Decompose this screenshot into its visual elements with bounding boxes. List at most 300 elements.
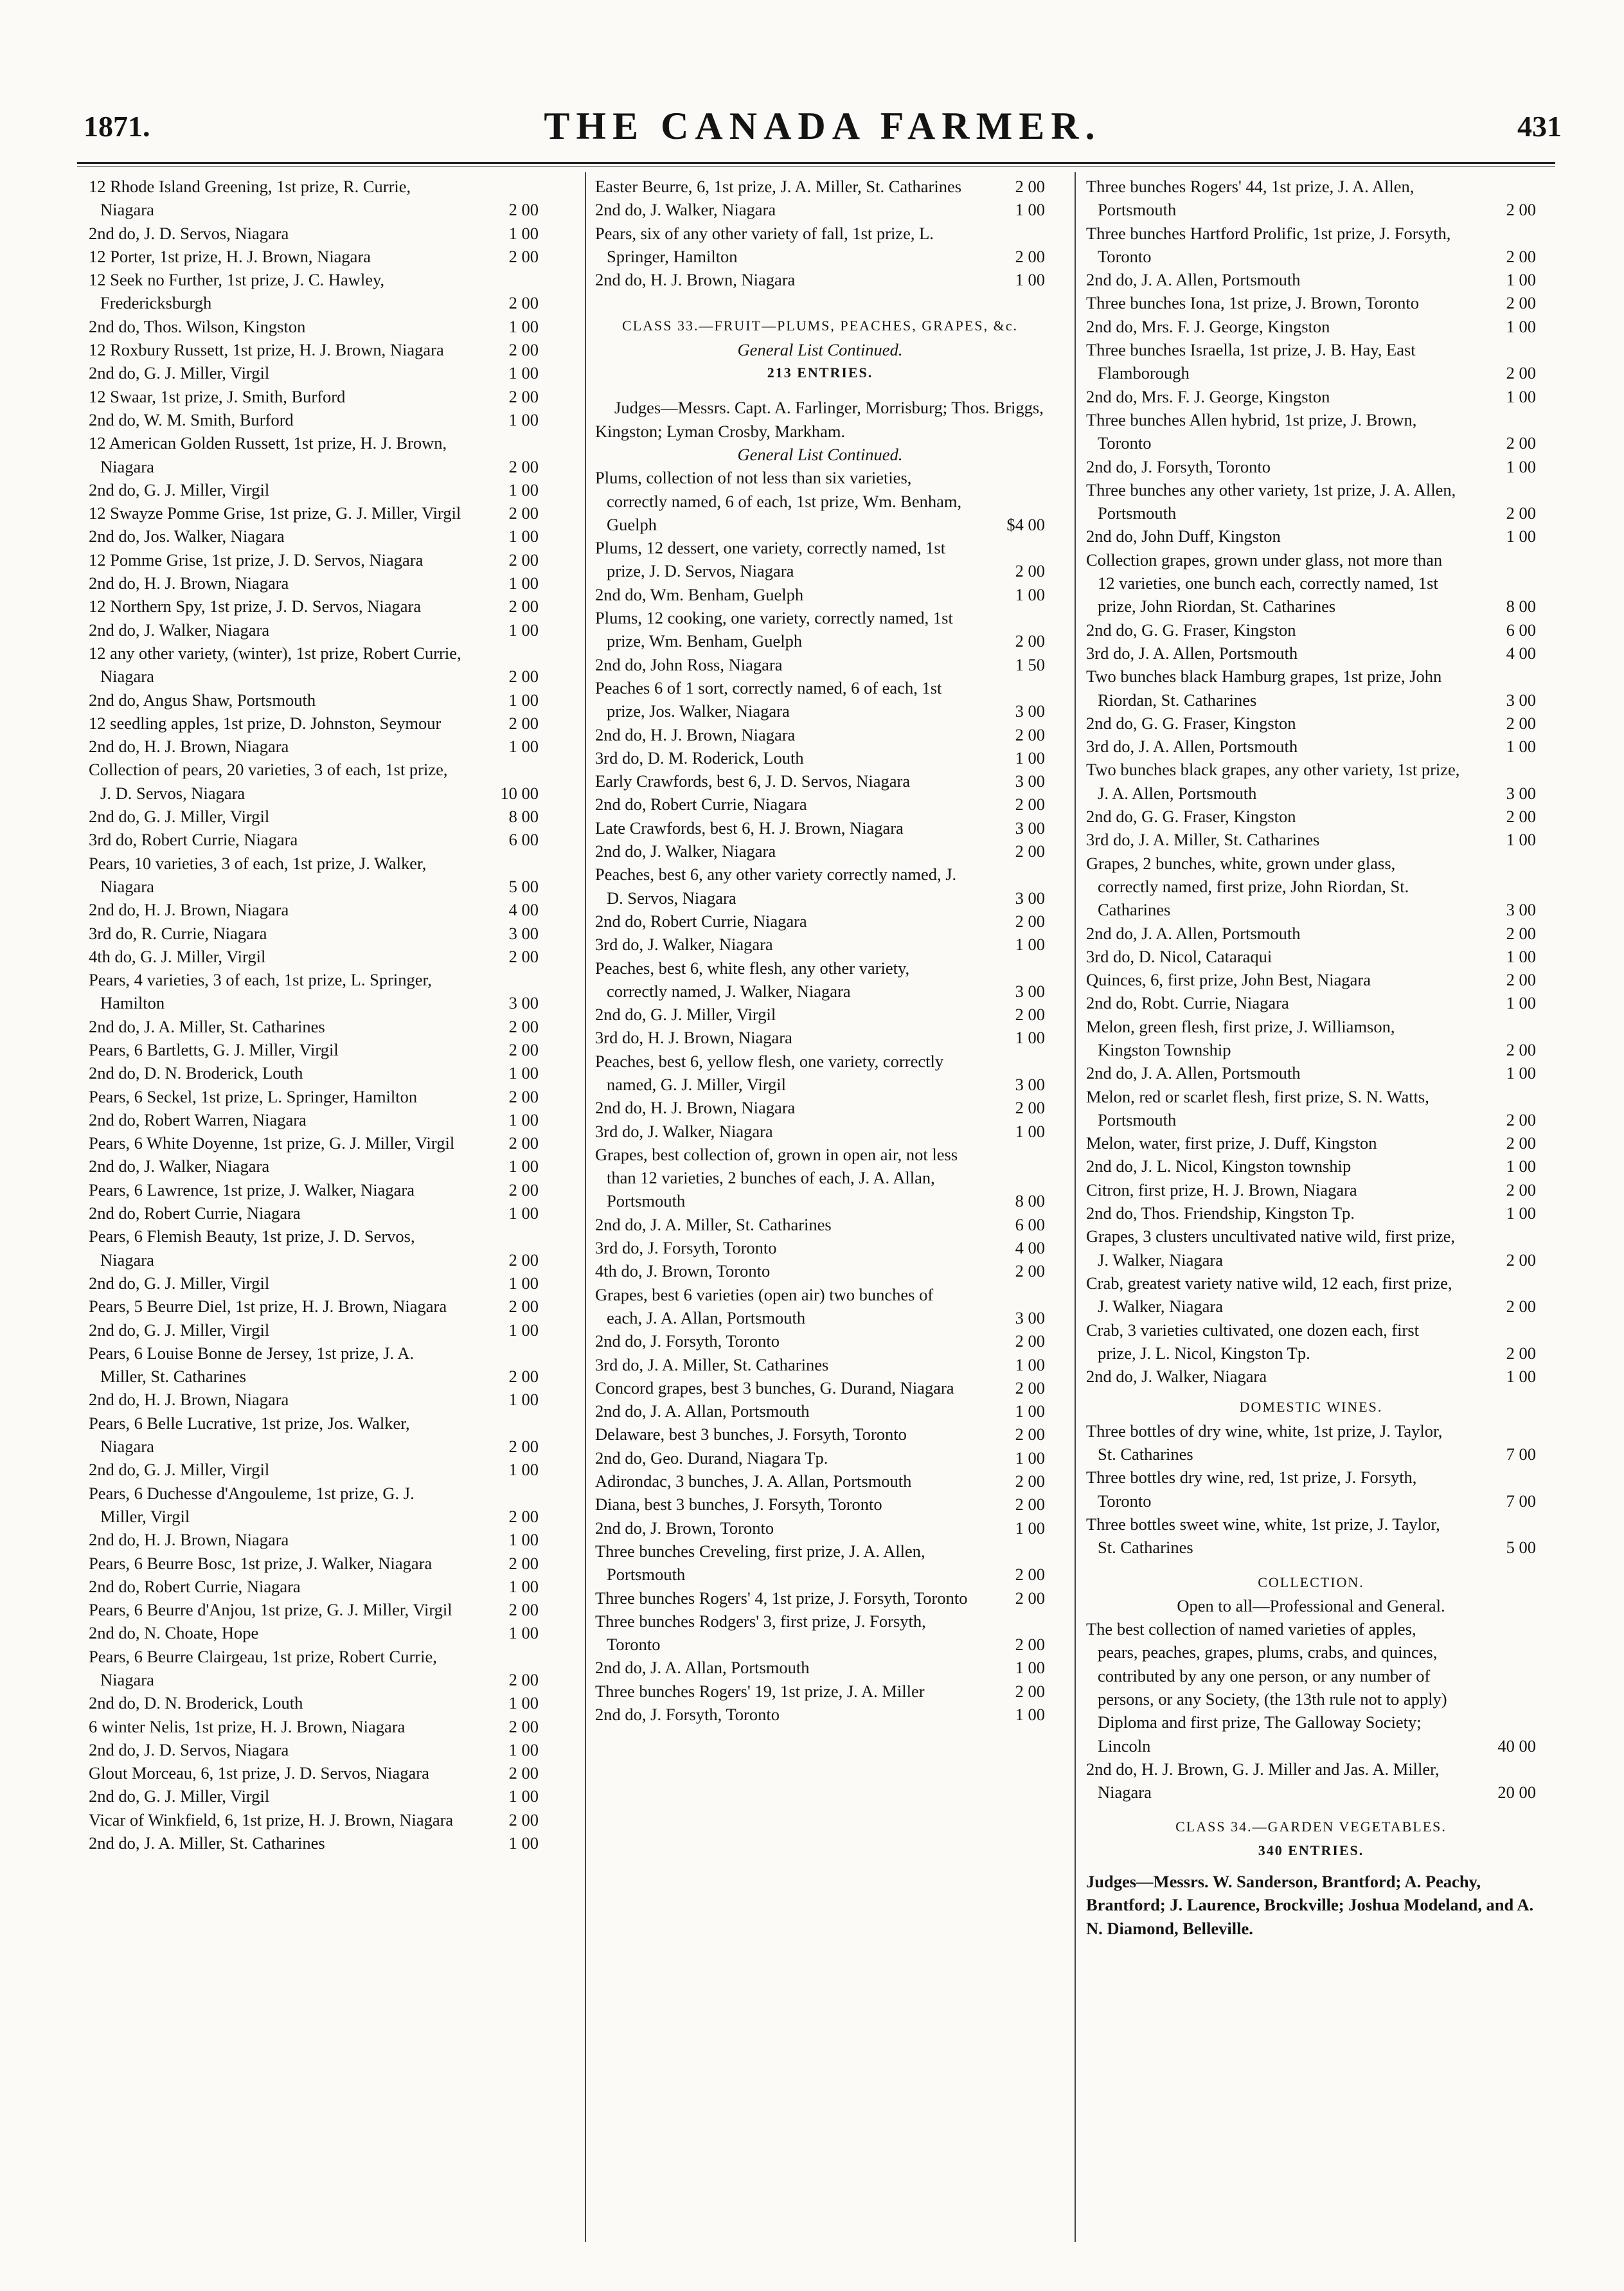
prize-entry — [89, 1295, 539, 1318]
prize-entry — [1086, 805, 1536, 828]
entry-text: 2nd do, G. J. Miller, Virgil — [89, 1273, 270, 1293]
prize-entry — [89, 712, 539, 735]
page-header — [84, 96, 1562, 161]
entry-text: Peaches, best 6, any other variety correctly named, J. D. Servos, Niagara — [595, 865, 957, 908]
prize-entry — [1086, 712, 1536, 735]
entry-text: 2nd do, D. N. Broderick, Louth — [89, 1693, 303, 1713]
entry-text: 2nd do, J. L. Nicol, Kingston township — [1086, 1156, 1352, 1176]
entry-amount: 2 00 — [1506, 1343, 1536, 1363]
prize-entry — [89, 222, 539, 245]
prize-entry — [595, 222, 1045, 269]
prize-entry — [1086, 478, 1536, 525]
entry-text: 2nd do, J. Walker, Niagara — [595, 841, 776, 861]
entry-text: Three bunches Rogers' 4, 1st prize, J. Forsyth, Toronto — [595, 1588, 968, 1608]
entry-amount: 1 50 — [1015, 654, 1045, 674]
entry-amount: 1 00 — [1506, 993, 1536, 1013]
prize-entry — [595, 653, 1045, 676]
entry-amount: 1 00 — [1015, 1028, 1045, 1048]
prize-entry — [1086, 1513, 1536, 1559]
entry-amount: 2 00 — [508, 503, 539, 523]
column-divider — [1075, 172, 1076, 2242]
entry-text: 12 Northern Spy, 1st prize, J. D. Servos, Niagara — [89, 597, 422, 616]
entry-text: 2nd do, H. J. Brown, Niagara — [595, 270, 796, 290]
prize-entry — [89, 922, 539, 945]
entry-amount: 2 00 — [1015, 246, 1045, 266]
entry-amount: 1 00 — [1015, 1401, 1045, 1421]
entry-text: 2nd do, Robert Currie, Niagara — [89, 1576, 301, 1596]
prize-entry — [1086, 525, 1536, 548]
prize-entry — [89, 1552, 539, 1575]
prize-entry — [89, 1108, 539, 1131]
entry-text: 3rd do, J. Walker, Niagara — [595, 1121, 773, 1141]
prize-entry — [595, 606, 1045, 653]
prize-entry — [1086, 852, 1536, 922]
prize-entry — [89, 1342, 539, 1388]
entry-text: 3rd do, J. A. Miller, St. Catharines — [1086, 830, 1320, 850]
entry-text: Glout Morceau, 6, 1st prize, J. D. Servos, Niagara — [89, 1763, 429, 1783]
entry-amount: 1 00 — [1506, 830, 1536, 850]
entry-text: 2nd do, H. J. Brown, Niagara — [89, 900, 289, 920]
prize-entry — [89, 1061, 539, 1084]
entry-text: Easter Beurre, 6, 1st prize, J. A. Miller, St. Catharines — [595, 177, 962, 196]
entry-text: 2nd do, G. J. Miller, Virgil — [89, 1460, 270, 1480]
entry-text: 2nd do, G. J. Miller, Virgil — [89, 1786, 270, 1806]
entry-amount: 1 00 — [508, 737, 539, 757]
entry-amount: 8 00 — [1506, 597, 1536, 616]
prize-entry — [595, 1236, 1045, 1259]
entry-amount: 1 00 — [508, 223, 539, 243]
entry-amount: 2 00 — [1506, 200, 1536, 220]
entry-text: Three bottles sweet wine, white, 1st prize, J. Taylor, St. Catharines — [1086, 1514, 1440, 1558]
entry-amount: 6 00 — [1506, 620, 1536, 640]
entry-amount: 3 00 — [508, 923, 539, 943]
domestic-wines-heading: DOMESTIC WINES. — [1239, 1399, 1383, 1415]
entry-text: Three bottles dry wine, red, 1st prize, J. Forsyth, Toronto — [1086, 1468, 1417, 1511]
prize-entry — [89, 1482, 539, 1529]
entry-text: Pears, 4 varieties, 3 of each, 1st prize, L. Springer, Hamilton — [89, 970, 432, 1013]
prize-entry — [595, 175, 1045, 198]
entry-text: Melon, water, first prize, J. Duff, Kingston — [1086, 1133, 1377, 1153]
prize-entry — [89, 525, 539, 548]
prize-entry — [89, 1318, 539, 1342]
entry-amount: 2 00 — [508, 340, 539, 360]
entry-amount: 2 00 — [1506, 1110, 1536, 1129]
entry-amount: 2 00 — [1015, 631, 1045, 651]
prize-entry — [89, 1131, 539, 1154]
prize-entry — [595, 723, 1045, 746]
entry-text: 3rd do, R. Currie, Niagara — [89, 923, 267, 943]
class-34-heading: CLASS 34.—GARDEN VEGETABLES. — [1175, 1819, 1447, 1835]
col3-entries — [1086, 175, 1536, 1388]
entry-text: 12 Swaar, 1st prize, J. Smith, Burford — [89, 386, 346, 406]
entry-amount: 1 00 — [1506, 1063, 1536, 1083]
entry-text: 2nd do, Robert Currie, Niagara — [595, 795, 807, 814]
prize-entry — [595, 1353, 1045, 1376]
prize-entry — [1086, 758, 1536, 805]
prize-entry — [1086, 945, 1536, 968]
prize-entry — [595, 1329, 1045, 1352]
prize-entry — [89, 1412, 539, 1459]
prize-entry — [89, 735, 539, 758]
entry-text: Pears, 10 varieties, 3 of each, 1st prize, J. Walker, Niagara — [89, 853, 427, 896]
entry-text: 4th do, G. J. Miller, Virgil — [89, 946, 266, 966]
entry-amount: 1 00 — [508, 526, 539, 546]
entry-text: 2nd do, Mrs. F. J. George, Kingston — [1086, 316, 1330, 336]
entry-text: 2nd do, G. G. Fraser, Kingston — [1086, 807, 1296, 827]
prize-entry — [595, 1399, 1045, 1423]
prize-entry — [89, 1178, 539, 1201]
prize-entry — [89, 968, 539, 1015]
entry-text: Grapes, best collection of, grown in open air, not less than 12 varieties, 2 bunches of each, J. A. Allan, Portsmouth — [595, 1144, 958, 1211]
entry-text: Pears, 5 Beurre Diel, 1st prize, H. J. Brown, Niagara — [89, 1297, 447, 1316]
prize-entry — [595, 1446, 1045, 1469]
prize-entry — [89, 828, 539, 851]
entry-text: 2nd do, J. D. Servos, Niagara — [89, 1739, 289, 1759]
prize-entry — [89, 1598, 539, 1621]
entry-text: Concord grapes, best 3 bunches, G. Durand, Niagara — [595, 1378, 954, 1397]
entry-amount: 2 00 — [508, 246, 539, 266]
entry-amount: 2 00 — [1015, 724, 1045, 744]
entry-text: 2nd do, G. J. Miller, Virgil — [89, 1320, 270, 1340]
entry-amount: 2 00 — [1506, 970, 1536, 990]
entry-text: Pears, 6 Lawrence, 1st prize, J. Walker, Niagara — [89, 1180, 415, 1199]
entry-amount: 2 00 — [1015, 1681, 1045, 1701]
prize-entry — [89, 1388, 539, 1411]
entry-text: Three bunches Allen hybrid, 1st prize, J. Brown, Toronto — [1086, 409, 1417, 453]
prize-entry — [1086, 1225, 1536, 1271]
entry-text: Diana, best 3 bunches, J. Forsyth, Toronto — [595, 1495, 882, 1514]
prize-entry — [89, 688, 539, 712]
entry-text: Quinces, 6, first prize, John Best, Niagara — [1086, 970, 1371, 990]
entry-amount: 1 00 — [1506, 386, 1536, 406]
prize-entry — [89, 1085, 539, 1108]
entry-amount: 2 00 — [1506, 293, 1536, 313]
prize-entry — [89, 501, 539, 525]
entry-text: 6 winter Nelis, 1st prize, H. J. Brown, Niagara — [89, 1716, 406, 1736]
prize-entry — [1086, 1419, 1536, 1466]
entry-amount: 1 00 — [1015, 584, 1045, 604]
entry-text: 2nd do, Robert Warren, Niagara — [89, 1110, 307, 1129]
prize-entry — [595, 1026, 1045, 1049]
entry-amount: 1 00 — [508, 1320, 539, 1340]
entry-amount: 2 00 — [1506, 433, 1536, 453]
entry-text: Three bunches Rogers' 19, 1st prize, J. A. Miller — [595, 1681, 925, 1701]
entry-amount: 8 00 — [508, 807, 539, 827]
entry-amount: 1 00 — [1506, 316, 1536, 336]
prize-entry — [1086, 968, 1536, 991]
entry-text: 2nd do, J. A. Allan, Portsmouth — [595, 1401, 810, 1421]
entry-amount: 7 00 — [1506, 1491, 1536, 1511]
entry-text: 2nd do, J. Walker, Niagara — [1086, 1367, 1267, 1387]
entry-amount: 2 00 — [508, 1016, 539, 1036]
entry-text: Peaches 6 of 1 sort, correctly named, 6 of each, 1st prize, Jos. Walker, Niagara — [595, 678, 942, 721]
entry-amount: 1 00 — [508, 1110, 539, 1129]
entry-text: 2nd do, G. J. Miller, Virgil — [595, 1005, 776, 1025]
entry-amount: 3 00 — [1015, 701, 1045, 721]
prize-entry — [1086, 268, 1536, 291]
entry-amount: 2 00 — [508, 1367, 539, 1387]
prize-entry — [1086, 315, 1536, 338]
entry-text: 2nd do, G. J. Miller, Virgil — [89, 363, 270, 383]
entry-amount: 1 00 — [508, 1576, 539, 1596]
entry-amount: 1 00 — [508, 1390, 539, 1410]
prize-entry — [595, 816, 1045, 840]
entry-amount: 2 00 — [1015, 795, 1045, 814]
prize-entry — [89, 175, 539, 222]
prize-entry — [89, 1784, 539, 1808]
class-34-entries: 340 ENTRIES. — [1258, 1842, 1364, 1858]
entry-text: 12 seedling apples, 1st prize, D. Johnston, Seymour — [89, 713, 442, 733]
entry-amount: 2 00 — [508, 1297, 539, 1316]
entry-amount: 2 00 — [1506, 923, 1536, 943]
entry-text: 2nd do, Geo. Durand, Niagara Tp. — [595, 1448, 828, 1468]
prize-entry — [595, 1003, 1045, 1026]
prize-entry — [595, 466, 1045, 536]
prize-entry — [1086, 1201, 1536, 1225]
entry-amount: 2 00 — [1015, 177, 1045, 196]
prize-entry — [595, 1610, 1045, 1657]
entry-amount: 2 00 — [508, 293, 539, 313]
entry-text: Three bunches Hartford Prolific, 1st prize, J. Forsyth, Toronto — [1086, 223, 1451, 266]
entry-text: 3rd do, D. M. Roderick, Louth — [595, 748, 804, 768]
prize-entry — [89, 431, 539, 478]
entry-amount: 2 00 — [508, 386, 539, 406]
entry-text: Three bunches Rodgers' 3, first prize, J. Forsyth, Toronto — [595, 1611, 926, 1655]
entry-text: 3rd do, J. A. Allen, Portsmouth — [1086, 643, 1298, 663]
entry-text: 2nd do, N. Choate, Hope — [89, 1623, 259, 1643]
prize-entry — [595, 933, 1045, 956]
prize-entry — [595, 536, 1045, 583]
entry-amount: 2 00 — [1015, 911, 1045, 931]
entry-amount: 2 00 — [1506, 1250, 1536, 1270]
entry-amount: 1 00 — [1015, 1518, 1045, 1538]
entry-amount: 10 00 — [500, 783, 539, 803]
prize-entry — [89, 1225, 539, 1271]
entry-amount: 2 00 — [508, 1670, 539, 1689]
entry-amount: 1 00 — [1015, 270, 1045, 290]
entry-text: 2nd do, G. G. Fraser, Kingston — [1086, 620, 1296, 640]
column-divider — [585, 172, 586, 2242]
entry-text: 3rd do, J. Forsyth, Toronto — [595, 1238, 777, 1258]
prize-entry — [89, 268, 539, 315]
prize-entry — [89, 852, 539, 899]
entry-text: 12 Porter, 1st prize, H. J. Brown, Niagara — [89, 246, 371, 266]
prize-entry — [1086, 642, 1536, 665]
prize-entry — [1086, 175, 1536, 222]
entry-text: Grapes, 2 bunches, white, grown under glass, correctly named, first prize, John Riordan, St. Catharines — [1086, 853, 1409, 920]
entry-amount: 1 00 — [1015, 1448, 1045, 1468]
prize-entry — [595, 1703, 1045, 1726]
prize-entry — [1086, 1085, 1536, 1132]
entry-amount: 1 00 — [1015, 1354, 1045, 1374]
header-page-number: 431 — [1517, 110, 1562, 143]
entry-amount: 40 00 — [1497, 1736, 1536, 1756]
entry-amount: 3 00 — [1015, 981, 1045, 1001]
prize-entry — [89, 1715, 539, 1738]
entry-amount: 1 00 — [1506, 737, 1536, 757]
entry-amount: 1 00 — [508, 1786, 539, 1806]
entry-text: Three bunches Creveling, first prize, J. A. Allen, Portsmouth — [595, 1541, 925, 1585]
class-34-judges: Judges—Messrs. W. Sanderson, Brantford; A. Peachy, Brantford; J. Laurence, Brockville; Joshua Modeland, and A. N. Diamond, Belleville. — [1086, 1872, 1534, 1938]
entry-text: 2nd do, J. A. Allen, Portsmouth — [1086, 1063, 1301, 1083]
entry-amount: 2 00 — [1506, 713, 1536, 733]
entry-amount: 2 00 — [1015, 1331, 1045, 1351]
prize-entry — [89, 945, 539, 968]
entry-text: 2nd do, J. D. Servos, Niagara — [89, 223, 289, 243]
prize-entry — [595, 863, 1045, 910]
entry-amount: 1 00 — [1506, 456, 1536, 476]
entry-amount: 2 00 — [508, 946, 539, 966]
entry-amount: 6 00 — [1015, 1214, 1045, 1234]
prize-entry — [89, 805, 539, 828]
entry-amount: 7 00 — [1506, 1444, 1536, 1464]
entry-amount: 3 00 — [1015, 771, 1045, 791]
prize-entry — [1086, 291, 1536, 314]
section-subtitle: General List Continued. — [737, 339, 903, 359]
entry-amount: 1 00 — [508, 316, 539, 336]
entry-text: Early Crawfords, best 6, J. D. Servos, Niagara — [595, 771, 911, 791]
prize-entry — [89, 361, 539, 384]
entry-amount: 1 00 — [1015, 1121, 1045, 1141]
entry-text: 3rd do, Robert Currie, Niagara — [89, 830, 298, 850]
entry-amount: 1 00 — [1506, 946, 1536, 966]
entry-text: 2nd do, J. A. Allan, Portsmouth — [595, 1658, 810, 1678]
entry-amount: 1 00 — [508, 1739, 539, 1759]
entry-text: Melon, green flesh, first prize, J. Williamson, Kingston Township — [1086, 1016, 1395, 1059]
entry-amount: 3 00 — [1506, 900, 1536, 920]
entry-text: 4th do, J. Brown, Toronto — [595, 1261, 771, 1281]
entry-text: 3rd do, D. Nicol, Cataraqui — [1086, 946, 1272, 966]
entry-amount: 2 00 — [1506, 1297, 1536, 1316]
entry-text: 3rd do, J. A. Allen, Portsmouth — [1086, 737, 1298, 757]
entry-text: 12 any other variety, (winter), 1st prize, Robert Currie, Niagara — [89, 643, 461, 687]
entry-text: Delaware, best 3 bunches, J. Forsyth, Toronto — [595, 1424, 907, 1444]
entry-amount: 3 00 — [1015, 1074, 1045, 1094]
entry-amount: 2 00 — [508, 1086, 539, 1106]
entry-text: 2nd do, H. J. Brown, Niagara — [595, 724, 796, 744]
prize-entry — [89, 1691, 539, 1714]
entry-amount: 4 00 — [508, 900, 539, 920]
entry-amount: 2 00 — [508, 1250, 539, 1270]
prize-entry — [1086, 735, 1536, 758]
wine-entries — [1086, 1419, 1536, 1559]
prize-entry — [595, 769, 1045, 793]
entry-amount: 2 00 — [1506, 1039, 1536, 1059]
entry-amount: 2 00 — [508, 1180, 539, 1199]
entry-text: 3rd do, J. Walker, Niagara — [595, 935, 773, 955]
entry-text: 2nd do, J. Forsyth, Toronto — [595, 1331, 780, 1351]
prize-entry — [89, 1621, 539, 1644]
entry-text: Pears, 6 White Doyenne, 1st prize, G. J. Miller, Virgil — [89, 1133, 455, 1153]
entry-text: Collection of pears, 20 varieties, 3 of each, 1st prize, J. D. Servos, Niagara — [89, 760, 448, 803]
prize-entry — [595, 1096, 1045, 1119]
entry-amount: 3 00 — [1015, 818, 1045, 838]
prize-entry — [1086, 1061, 1536, 1084]
entry-amount: $4 00 — [1006, 514, 1045, 534]
prize-entry — [89, 1808, 539, 1831]
entry-text: Peaches, best 6, yellow flesh, one variety, correctly named, G. J. Miller, Virgil — [595, 1051, 944, 1094]
entry-text: 12 Roxbury Russett, 1st prize, H. J. Brown, Niagara — [89, 340, 444, 360]
prize-entry — [595, 268, 1045, 291]
entry-amount: 4 00 — [1506, 643, 1536, 663]
entry-text: Melon, red or scarlet flesh, first prize, S. N. Watts, Portsmouth — [1086, 1086, 1429, 1129]
entry-text: Three bottles of dry wine, white, 1st prize, J. Taylor, St. Catharines — [1086, 1421, 1443, 1464]
entries-count: 213 ENTRIES. — [767, 364, 873, 381]
entry-text: Three bunches Israella, 1st prize, J. B. Hay, East Flamborough — [1086, 340, 1416, 383]
entry-text: Collection grapes, grown under glass, not more than 12 varieties, one bunch each, correctly named, 1st prize, John Riordan, St. Catharines — [1086, 550, 1443, 616]
entry-text: Pears, 6 Flemish Beauty, 1st prize, J. D. Servos, Niagara — [89, 1226, 415, 1270]
prize-entry — [1086, 455, 1536, 478]
entry-amount: 1 00 — [508, 409, 539, 429]
entry-amount: 2 00 — [1015, 1261, 1045, 1281]
prize-entry — [89, 595, 539, 618]
entry-amount: 2 00 — [508, 550, 539, 570]
entry-amount: 5 00 — [1506, 1538, 1536, 1558]
entry-text: Pears, 6 Beurre d'Anjou, 1st prize, G. J. Miller, Virgil — [89, 1600, 452, 1620]
entry-amount: 1 00 — [508, 1460, 539, 1480]
entry-text: 2nd do, Mrs. F. J. George, Kingston — [1086, 386, 1330, 406]
prize-entry — [595, 840, 1045, 863]
prize-entry — [89, 338, 539, 361]
entry-amount: 2 00 — [508, 597, 539, 616]
entry-text: 12 American Golden Russett, 1st prize, H. J. Brown, Niagara — [89, 433, 447, 476]
entry-text: 2nd do, J. A. Allen, Portsmouth — [1086, 923, 1301, 943]
entry-text: Late Crawfords, best 6, H. J. Brown, Niagara — [595, 818, 904, 838]
entry-text: Plums, 12 dessert, one variety, correctly named, 1st prize, J. D. Servos, Niagara — [595, 538, 946, 581]
prize-entry — [595, 957, 1045, 1003]
entry-amount: 2 00 — [508, 200, 539, 220]
entry-text: 2nd do, Robert Currie, Niagara — [89, 1203, 301, 1223]
entry-amount: 1 00 — [1015, 935, 1045, 955]
entry-amount: 2 00 — [1506, 807, 1536, 827]
entry-text: 2nd do, J. Walker, Niagara — [595, 200, 776, 220]
entry-amount: 1 00 — [508, 1063, 539, 1083]
prize-entry — [595, 1050, 1045, 1097]
entry-text: Pears, 6 Duchesse d'Angouleme, 1st prize, G. J. Miller, Virgil — [89, 1483, 415, 1526]
entry-text: 2nd do, H. J. Brown, G. J. Miller and Jas. A. Miller, Niagara — [1086, 1759, 1440, 1802]
entry-text: Pears, 6 Bartletts, G. J. Miller, Virgil — [89, 1039, 339, 1059]
entry-amount: 2 00 — [1015, 1635, 1045, 1655]
prize-entry — [595, 1283, 1045, 1330]
entry-amount: 2 00 — [508, 1506, 539, 1526]
column-3 — [1086, 175, 1536, 1940]
entry-text: Plums, 12 cooking, one variety, correctly named, 1st prize, Wm. Benham, Guelph — [595, 608, 953, 651]
entry-amount: 1 00 — [508, 1833, 539, 1853]
prize-entry — [89, 1038, 539, 1061]
entry-text: 2nd do, G. J. Miller, Virgil — [89, 480, 270, 499]
prize-entry — [1086, 665, 1536, 712]
entry-amount: 2 00 — [508, 1553, 539, 1573]
entry-amount: 1 00 — [1506, 1203, 1536, 1223]
entry-text: 2nd do, H. J. Brown, Niagara — [89, 737, 289, 757]
entry-amount: 3 00 — [508, 993, 539, 1013]
prize-entry — [1086, 1757, 1536, 1804]
entry-text: Adirondac, 3 bunches, J. A. Allan, Portsmouth — [595, 1471, 912, 1491]
prize-entry — [89, 1761, 539, 1784]
entry-amount: 2 00 — [508, 456, 539, 476]
prize-entry — [1086, 548, 1536, 618]
entry-amount: 2 00 — [1506, 1133, 1536, 1153]
entry-amount: 1 00 — [1015, 1705, 1045, 1724]
entry-text: 2nd do, J. Forsyth, Toronto — [595, 1705, 780, 1724]
entry-amount: 20 00 — [1497, 1783, 1536, 1802]
entry-amount: 2 00 — [508, 1810, 539, 1829]
col2-entries — [595, 466, 1045, 1726]
entry-amount: 2 00 — [1015, 1378, 1045, 1397]
prize-entry — [89, 1458, 539, 1481]
prize-entry — [89, 1154, 539, 1178]
entry-text: Crab, greatest variety native wild, 12 each, first prize, J. Walker, Niagara — [1086, 1273, 1452, 1316]
